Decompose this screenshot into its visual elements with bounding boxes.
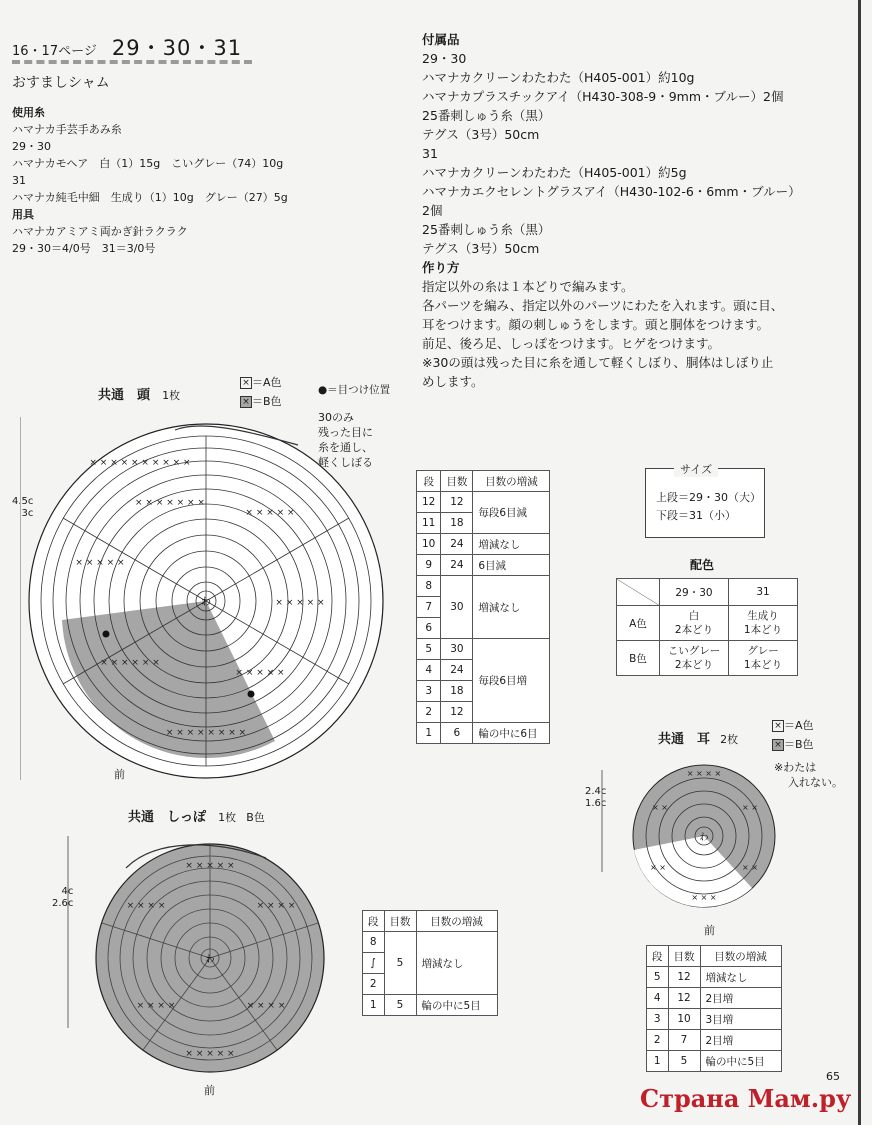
eye-dot-icon: ●: [318, 384, 328, 396]
ear-dim-large: 2.4c: [585, 786, 607, 797]
cell-change: 毎段6目増: [473, 639, 550, 723]
cell-row: 3: [647, 1009, 669, 1030]
cell-count: 12: [441, 492, 473, 513]
group-a-label: 29・30: [12, 140, 51, 153]
svg-text:× × × × ×: × × × × ×: [235, 668, 285, 678]
svg-text:× × × × × × × ×: × × × × × × × ×: [165, 728, 247, 738]
head-table-header: 段: [417, 471, 441, 492]
legend-a-swatch: ×: [772, 720, 784, 732]
color-row-a: A色: [617, 606, 660, 641]
cell-change: 毎段6目減: [473, 492, 550, 534]
accessory-line: 2個: [422, 203, 443, 218]
head-table: [416, 470, 550, 744]
cell-change: 6目減: [473, 555, 550, 576]
cell-count: 18: [441, 513, 473, 534]
legend-a-label: ＝A色: [784, 719, 814, 732]
color-b1-strands: 2本どり: [674, 659, 714, 671]
instruction-line: 耳をつけます。顔の刺しゅうをします。頭と胴体をつけます。: [422, 317, 770, 332]
accessory-line: 25番刺しゅう糸（黒）: [422, 222, 551, 237]
ear-table: [646, 945, 782, 1072]
head-count: 1枚: [162, 389, 181, 402]
svg-text:× ×: × ×: [650, 863, 666, 872]
accessory-line: ハマナカクリーンわたわた（H405-001）約10g: [422, 70, 695, 85]
ear-note: [774, 760, 843, 790]
head-note-line: 30のみ: [318, 411, 354, 424]
cell-row: 7: [417, 597, 441, 618]
cell-row: 1: [363, 995, 385, 1016]
tail-table-header: 目数: [384, 911, 416, 932]
tail-table: [362, 910, 498, 1016]
legend-b-label: ＝B色: [784, 738, 814, 751]
cell-count: 24: [441, 555, 473, 576]
cell-count: 12: [668, 967, 700, 988]
svg-text:× ×: × ×: [652, 803, 668, 812]
tail-chart-title: [128, 806, 265, 825]
cell-change: 3目増: [700, 1009, 781, 1030]
table-row: [647, 988, 782, 1009]
svg-text:× ×: × ×: [742, 803, 758, 812]
table-row: [647, 1009, 782, 1030]
svg-text:× × × ×: × × × ×: [246, 1001, 286, 1011]
cell-row: 11: [417, 513, 441, 534]
materials-left: [12, 104, 372, 257]
cell-count: 30: [441, 639, 473, 660]
ear-table-header: 段: [647, 946, 669, 967]
size-box-title: サイズ: [674, 461, 718, 477]
head-note-line: 糸を通し、: [318, 441, 373, 454]
svg-text:× × × ×: × × × ×: [126, 901, 166, 911]
svg-text:× × × × ×: × × × × ×: [75, 558, 125, 568]
corner-cell: [617, 579, 660, 606]
tail-dim-small: 2.6c: [52, 898, 74, 909]
head-table-header: 目数: [441, 471, 473, 492]
table-row: [417, 576, 550, 597]
head-note-line: 残った目に: [318, 426, 373, 439]
tail-dim-large: 4c: [61, 886, 74, 897]
legend-a-label: ＝A色: [252, 376, 282, 389]
tools-sizes: 29・30＝4/0号 31＝3/0号: [12, 242, 156, 255]
tail-title-text: 共通 しっぽ: [128, 810, 207, 825]
tail-center-label: わ: [205, 955, 215, 965]
color-a1: 白: [688, 610, 700, 622]
cell-row: 4: [647, 988, 669, 1009]
cell-count: 24: [441, 660, 473, 681]
size-box: [645, 463, 765, 538]
table-row: [417, 639, 550, 660]
svg-text:× × ×: × × ×: [691, 893, 717, 902]
cell-change: 増減なし: [416, 932, 497, 995]
cell-row: ∫: [363, 953, 385, 974]
header-dash-rule: [12, 60, 252, 64]
eye-legend-label: ＝目つけ位置: [327, 384, 391, 396]
accessory-line: テグス（3号）50cm: [422, 127, 540, 142]
instruction-line: 指定以外の糸は１本どりで編みます。: [422, 279, 634, 294]
cell-count: 5: [384, 995, 416, 1016]
page-ref: 16・17ページ: [12, 44, 97, 59]
cell-row: 8: [417, 576, 441, 597]
instruction-line: めします。: [422, 374, 484, 389]
color-b1: こいグレー: [667, 645, 721, 657]
svg-text:× ×: × ×: [742, 863, 758, 872]
yarn-heading: 使用糸: [12, 106, 45, 119]
cell-change: 輪の中に6目: [473, 723, 550, 744]
group-b-yarn: ハマナカ純毛中細 生成り（1）10g グレー（27）5g: [12, 191, 288, 204]
cell-row: 2: [363, 974, 385, 995]
tools-heading: 用具: [12, 208, 34, 221]
tail-color: B色: [246, 811, 265, 824]
accessory-line: 25番刺しゅう糸（黒）: [422, 108, 551, 123]
cell-row: 2: [647, 1030, 669, 1051]
head-chart-diagram: [20, 405, 400, 785]
cell-change: 2目増: [700, 988, 781, 1009]
color-col-2: 31: [729, 579, 798, 606]
cell-row: 5: [647, 967, 669, 988]
cell-row: 1: [647, 1051, 669, 1072]
cell-row: 1: [417, 723, 441, 744]
ear-table-header: 目数: [668, 946, 700, 967]
tail-count: 1枚: [218, 811, 237, 824]
ear-front-label: 前: [704, 924, 715, 937]
accessories-heading: 付属品: [422, 32, 460, 47]
table-row: [417, 555, 550, 576]
head-center-label: わ: [201, 597, 211, 608]
cell-row: 12: [417, 492, 441, 513]
size-line-1: 上段＝29・30（大）: [656, 491, 761, 504]
cell-row: 6: [417, 618, 441, 639]
table-row: [647, 1030, 782, 1051]
cell-row: 2: [417, 702, 441, 723]
head-title-text: 共通 頭: [98, 388, 151, 403]
accessory-line: ハマナカエクセレントグラスアイ（H430-102-6・6mm・ブルー）: [422, 184, 801, 199]
cell-change: 増減なし: [473, 534, 550, 555]
color-b2-strands: 1本どり: [743, 659, 783, 671]
cell-count: 12: [441, 702, 473, 723]
ear-dim-small: 1.6c: [585, 798, 607, 809]
ear-count: 2枚: [720, 733, 739, 746]
head-table-header: 目数の増減: [473, 471, 550, 492]
color-table: [616, 578, 798, 676]
tools-item: ハマナカアミアミ両かぎ針ラクラク: [12, 225, 188, 238]
cell-count: 24: [441, 534, 473, 555]
legend-a-swatch: ×: [240, 377, 252, 389]
instruction-line: 各パーツを編み、指定以外のパーツにわたを入れます。頭に目、: [422, 298, 784, 313]
group-a-yarn: ハマナカモヘア 白（1）15g こいグレー（74）10g: [12, 157, 284, 170]
table-row: [647, 967, 782, 988]
ear-note-line: ※わたは: [774, 761, 817, 774]
table-row: [363, 995, 498, 1016]
svg-text:× × × × × × × × × ×: × × × × × × × × × ×: [89, 458, 191, 468]
table-row: [363, 932, 498, 953]
head-dim-large: 4.5c: [12, 496, 34, 507]
ear-note-line: 入れない。: [788, 776, 843, 789]
page-edge-rule: [858, 0, 861, 1125]
svg-text:× × × × × × ×: × × × × × × ×: [135, 498, 205, 508]
head-dim-small: 3c: [21, 508, 34, 519]
ear-title-text: 共通 耳: [658, 732, 711, 747]
head-note-line: 軽くしぼる: [318, 456, 373, 469]
size-line-2: 下段＝31（小）: [656, 509, 736, 522]
cell-count: 18: [441, 681, 473, 702]
cell-count: 5: [668, 1051, 700, 1072]
ear-chart-title: [658, 728, 738, 747]
cell-row: 9: [417, 555, 441, 576]
cell-change: 増減なし: [473, 576, 550, 639]
table-row: [417, 534, 550, 555]
cell-row: 3: [417, 681, 441, 702]
tail-table-header: 段: [363, 911, 385, 932]
cell-row: 4: [417, 660, 441, 681]
accessory-line: ハマナカクリーンわたわた（H405-001）約5g: [422, 165, 687, 180]
cell-count: 12: [668, 988, 700, 1009]
cell-count: 6: [441, 723, 473, 744]
table-row: [417, 723, 550, 744]
svg-text:× × × × × ×: × × × × × ×: [100, 658, 160, 668]
head-front-label: 前: [114, 768, 125, 781]
svg-text:× × × × ×: × × × × ×: [275, 598, 325, 608]
page-number: 65: [826, 1070, 840, 1083]
cell-row: 5: [417, 639, 441, 660]
table-row: [647, 1051, 782, 1072]
cell-count: 5: [384, 932, 416, 995]
legend-b-swatch: ×: [772, 739, 784, 751]
color-row-b: B色: [617, 641, 660, 676]
group-b-label: 31: [12, 174, 26, 187]
color-col-1: 29・30: [660, 579, 729, 606]
svg-text:わ: わ: [699, 833, 709, 843]
cell-change: 増減なし: [700, 967, 781, 988]
cell-count: 10: [668, 1009, 700, 1030]
color-a1-strands: 2本どり: [674, 624, 714, 636]
tail-front-label: 前: [204, 1084, 215, 1097]
cell-row: 10: [417, 534, 441, 555]
pattern-title: おすましシャム: [12, 75, 110, 91]
tail-chart-diagram: [66, 828, 356, 1078]
instruction-line: 前足、後ろ足、しっぽをつけます。ヒゲをつけます。: [422, 336, 721, 351]
cell-change: 輪の中に5目: [416, 995, 497, 1016]
legend-b-label: ＝B色: [252, 395, 282, 408]
color-table-title: 配色: [690, 558, 715, 572]
ear-chart-diagram: [600, 760, 780, 920]
accessory-line: ハマナカプラスチックアイ（H430-308-9・9mm・ブルー）2個: [422, 89, 784, 104]
svg-text:× × × × ×: × × × × ×: [185, 861, 235, 871]
tail-table-header: 目数の増減: [416, 911, 497, 932]
svg-text:× × × ×: × × × ×: [256, 901, 296, 911]
accessory-line: 31: [422, 146, 438, 161]
legend-b-swatch: ×: [240, 396, 252, 408]
svg-text:× × × ×: × × × ×: [686, 769, 722, 778]
svg-text:× × × × ×: × × × × ×: [185, 1049, 235, 1059]
instruction-line: ※30の頭は残った目に糸を通して軽くしぼり、胴体はしぼり止: [422, 355, 774, 370]
color-a2-strands: 1本どり: [743, 624, 783, 636]
cell-change: 輪の中に5目: [700, 1051, 781, 1072]
head-chart-title: [98, 384, 180, 403]
model-numbers: 29・30・31: [111, 36, 243, 60]
ear-legend: [772, 716, 814, 754]
cell-count: 7: [668, 1030, 700, 1051]
table-row: [417, 492, 550, 513]
svg-text:× × × ×: × × × ×: [136, 1001, 176, 1011]
ear-table-header: 目数の増減: [700, 946, 781, 967]
color-b2: グレー: [747, 645, 779, 657]
cell-count: 30: [441, 576, 473, 639]
cell-change: 2目増: [700, 1030, 781, 1051]
cell-row: 8: [363, 932, 385, 953]
eye-legend: [318, 382, 390, 397]
header: [12, 32, 242, 62]
yarn-brand: ハマナカ手芸手あみ糸: [12, 123, 122, 136]
materials-right: [422, 30, 842, 391]
site-watermark: Страна Мам.ру: [640, 1084, 852, 1113]
accessory-line: 29・30: [422, 51, 467, 66]
svg-text:× × × × ×: × × × × ×: [245, 508, 295, 518]
accessory-line: テグス（3号）50cm: [422, 241, 540, 256]
color-a2: 生成り: [747, 610, 779, 622]
instructions-heading: 作り方: [422, 260, 460, 275]
